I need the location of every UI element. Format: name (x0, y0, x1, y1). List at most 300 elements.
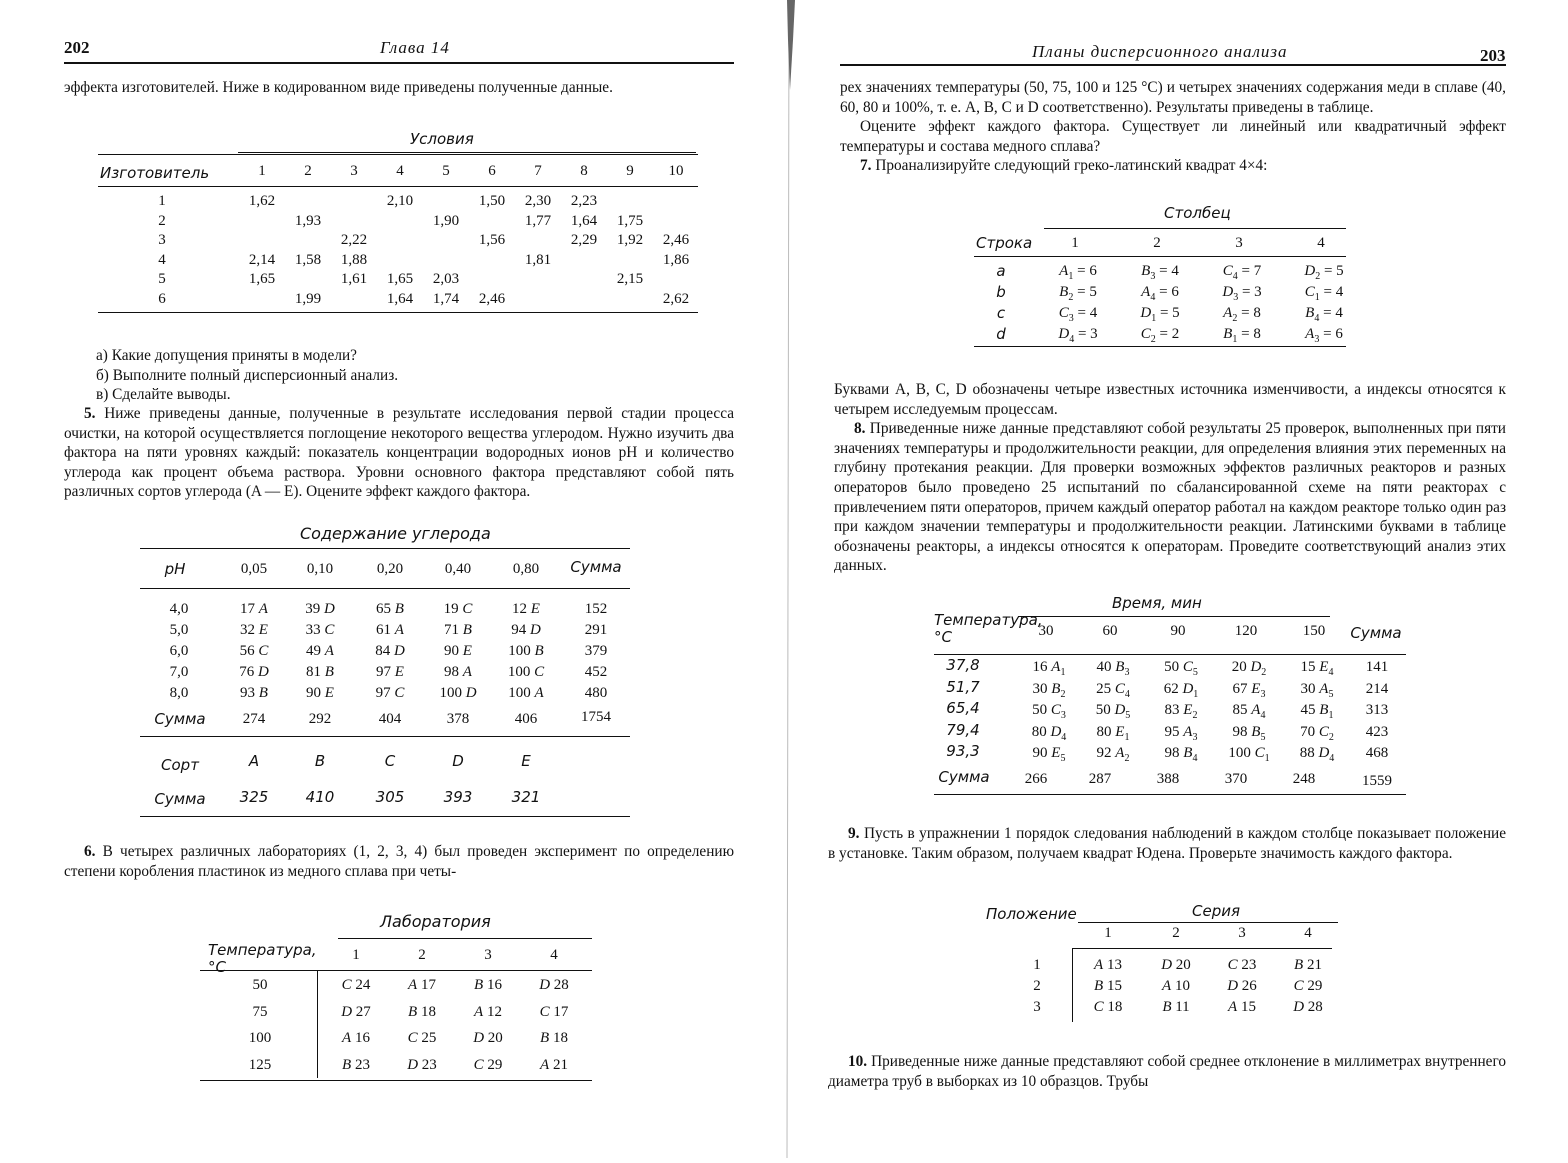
column-sum: 292 (308, 711, 332, 727)
value: 50 (1164, 659, 1180, 675)
row-label: a (996, 262, 1006, 280)
table-cell: 39 D (305, 601, 335, 617)
sum-row-label: Сумма (938, 768, 990, 786)
table-cell (1216, 658, 1282, 682)
table-cell: $B_2 = 5$ (1059, 284, 1097, 303)
table-cell (1284, 680, 1350, 704)
table-bottom-rule (140, 816, 630, 817)
sort-sum-label: Сумма (154, 790, 206, 808)
column-header: 2 (1153, 235, 1161, 251)
letter: D (1050, 723, 1062, 740)
value: 6 (1089, 263, 1097, 279)
value: 45 (1300, 702, 1316, 718)
column-header: 150 (1302, 623, 1326, 639)
value: 5 (1336, 263, 1344, 279)
row-sum: 291 (584, 622, 608, 638)
value: 16 (1032, 659, 1048, 675)
subscript: 2 (1261, 667, 1267, 678)
table-cell: 81 B (306, 664, 334, 680)
exercise-text: Приведенные ниже данные представляют собой результаты 25 проверок, выполненных при пяти значениях температуры и продолжительности реакции, для определения влияния этих переменных на глубину протекания реакции. Для проверки возможных эффектов различных реакторов и разных операторов было проведено 25 испытаний по сбалансированной схеме на пяти реакторах с привлечением пяти операторов, причем каждый оператор работал на каждом реакторе только один раз при каждом значении температуры и продолжительности реакции. Латинскими буквами в таблице обозначены реакторы, а индексы относятся к операторам. Проведите соответствующий анализ этих данных. (834, 420, 1506, 575)
sort-letter: A (248, 752, 260, 770)
manufacturer-table (98, 126, 698, 316)
value: 15 (1300, 659, 1316, 675)
table-cell: $C_4 = 7$ (1222, 263, 1262, 282)
subscript: 4 (1124, 688, 1130, 700)
table-cell: D 26 (1227, 978, 1257, 994)
table-cell (1284, 701, 1350, 725)
column-divider (317, 970, 318, 1078)
exercise-text: В четырех различных лабораториях (1, 2, 3, 4) был проведен эксперимент по определению степени коробления пластинок из медного сплава при четы- (64, 843, 734, 880)
exercise-9 (828, 824, 1506, 863)
row-label: b (996, 283, 1006, 301)
subscript: 1 (1328, 710, 1334, 721)
column-header: 3 (1235, 235, 1243, 251)
letter: E (1251, 680, 1261, 697)
exercise-number: 10. (848, 1053, 868, 1070)
row-label: c (996, 304, 1006, 322)
table-cell: 2,62 (662, 291, 690, 307)
letter: D (1182, 680, 1194, 697)
table-cell: 1,75 (616, 212, 644, 229)
row-sum: 423 (1365, 723, 1389, 740)
subscript: 3 (1068, 313, 1074, 324)
exercise-6 (64, 842, 734, 881)
table-cell: 98 A (444, 664, 472, 680)
column-sum: 388 (1156, 771, 1180, 787)
row-label: 50 (252, 977, 268, 993)
subscript: 2 (1060, 688, 1066, 700)
table-cell: $A_3 = 6$ (1305, 326, 1343, 345)
table-cell: A 13 (1094, 957, 1122, 973)
exercise-5 (64, 404, 734, 502)
table-cell (1080, 701, 1146, 725)
letter: A (1115, 745, 1125, 761)
column-header: 2 (418, 947, 426, 963)
table-cell (1080, 723, 1146, 747)
row-label: 5 (158, 271, 166, 288)
table-cell: 2,15 (616, 271, 644, 288)
caption-rule (1018, 616, 1330, 617)
column-header: 120 (1234, 623, 1258, 639)
row-label: 75 (252, 1003, 268, 1020)
value: 6 (1335, 326, 1343, 342)
column-divider (1072, 948, 1073, 1022)
left-page (0, 0, 780, 1158)
value: 30 (1032, 680, 1048, 697)
letter: B (1251, 723, 1261, 740)
column-sum: 248 (1292, 771, 1316, 787)
exercise-text: рех значениях температуры (50, 75, 100 и 125 °C) и четырех значениях содержания меди в сплаве (40, 60, 80 и 100%, т. е. A, B, C и D соответственно). Результаты приведены в таблице. (840, 79, 1506, 116)
table-cell: $D_1 = 5$ (1140, 305, 1180, 324)
table-cell: 33 C (305, 622, 335, 638)
corner-header: pH (164, 560, 186, 578)
value: 25 (1096, 680, 1112, 697)
value: 7 (1253, 263, 1262, 279)
table-bottom-rule (974, 346, 1346, 347)
letter: A (1141, 284, 1151, 300)
subscript: 2 (1192, 710, 1198, 721)
exercise-number: 6. (84, 843, 96, 860)
subscript: 5 (1060, 753, 1066, 764)
table-cell: B 16 (474, 977, 502, 993)
column-header: 0,20 (376, 561, 404, 577)
running-header: Планы дисперсионного анализа (1032, 42, 1288, 61)
column-header: 2 (304, 163, 312, 179)
row-label: 51,7 (946, 677, 980, 696)
row-label: 2 (1033, 978, 1041, 994)
column-header: 0,40 (444, 561, 472, 577)
header-bottom-rule (1072, 948, 1332, 949)
table-cell: C 29 (473, 1056, 503, 1073)
table-cell (1080, 680, 1146, 704)
table-cell: $D_4 = 3$ (1058, 326, 1098, 345)
column-sum: 274 (242, 711, 266, 727)
column-header: 1 (1071, 235, 1079, 251)
table-cell: 61 A (376, 622, 404, 638)
row-header: Положение (986, 905, 1077, 923)
column-header: 3 (484, 947, 492, 963)
caption-rule (1078, 922, 1338, 923)
value: 4 (1335, 305, 1343, 321)
table-cell: B 11 (1162, 999, 1190, 1015)
table-cell: D 20 (473, 1030, 503, 1046)
table-cell: 1,93 (294, 212, 322, 229)
value: 67 (1232, 680, 1248, 697)
table-cell: D 20 (1161, 957, 1191, 973)
header-bottom-rule (934, 654, 1406, 655)
table-cell (1216, 744, 1282, 768)
table-cell: 1,86 (662, 251, 690, 268)
table-cell: B 18 (408, 1003, 436, 1020)
table-cell (1284, 744, 1350, 768)
column-header: 4 (396, 163, 404, 179)
table-bottom-rule (934, 794, 1406, 795)
table-cell: 94 D (511, 622, 541, 638)
table-cell: 97 C (375, 685, 405, 701)
row-label: d (996, 325, 1006, 343)
row-header: Строка (976, 234, 1033, 252)
column-header: 1 (1104, 925, 1112, 941)
header-bottom-rule (98, 186, 698, 187)
table-cell: C 29 (1293, 978, 1323, 994)
letter: B (1115, 659, 1125, 675)
letter: E (1115, 723, 1125, 740)
letter: C (1304, 284, 1315, 300)
table-cell: $A_1 = 6$ (1059, 263, 1097, 282)
table-cell: 1,65 (248, 271, 276, 288)
table-cell: C 24 (341, 977, 371, 993)
table-cell: 93 B (240, 685, 268, 701)
exercise-number: 7. (860, 157, 872, 175)
letter: D (1058, 326, 1070, 342)
column-header: 30 (1038, 623, 1054, 639)
sort-sum: 393 (443, 788, 473, 806)
page-number: 203 (1480, 46, 1506, 65)
subscript: 4 (1150, 292, 1156, 303)
table-cell: 2,29 (570, 232, 598, 249)
column-header: 10 (668, 163, 684, 179)
table-cell: 1,88 (340, 251, 368, 268)
value: 62 (1163, 680, 1179, 697)
row-sum: 480 (584, 685, 608, 701)
reaction-table (934, 590, 1414, 810)
value: 3 (1254, 284, 1262, 300)
table-cell: B 23 (342, 1056, 370, 1073)
table-cell: 2,10 (386, 193, 414, 209)
value: 98 (1164, 745, 1180, 761)
subscript: 2 (1328, 731, 1334, 743)
letter: A (1223, 305, 1233, 321)
header-rule (840, 64, 1506, 66)
table-cell: 1,74 (432, 291, 460, 307)
row-label: 6 (158, 291, 166, 307)
value: 50 (1032, 702, 1048, 718)
table-cell (1284, 723, 1350, 747)
table-cell: 2,23 (570, 193, 598, 209)
subscript: 3 (1233, 292, 1239, 303)
exercise-7-notes (834, 380, 1506, 576)
sort-sum: 305 (375, 788, 405, 806)
table-cell: 2,46 (662, 232, 690, 249)
subscript: 5 (1328, 688, 1334, 700)
table-cell: 1,65 (386, 271, 414, 288)
letter: A (1319, 680, 1329, 697)
table-cell: 1,77 (524, 212, 552, 229)
table-cell: 17 A (240, 601, 268, 617)
row-label: 4 (158, 251, 166, 268)
row-header: Температура, °C (934, 611, 1043, 646)
table-caption: Серия (1192, 902, 1240, 920)
column-header: 0,80 (512, 561, 540, 577)
table-cell: 90 E (444, 643, 472, 659)
table-cell (1148, 744, 1214, 768)
row-sum: 468 (1365, 745, 1389, 761)
row-header: Изготовитель (100, 164, 210, 182)
value: 8 (1253, 326, 1261, 342)
column-sum: 406 (514, 711, 538, 727)
column-header: 7 (534, 163, 542, 179)
table-cell: B 18 (540, 1030, 568, 1046)
row-sum: 452 (584, 664, 608, 680)
subscript: 4 (1232, 271, 1238, 282)
sum-row-label: Сумма (154, 710, 206, 728)
table-cell: B 15 (1094, 978, 1122, 994)
letter: C (1318, 723, 1329, 740)
table-caption: Столбец (1164, 204, 1231, 222)
laboratory-table (200, 906, 600, 1086)
table-cell: 1,61 (340, 271, 368, 288)
greco-latin-table (974, 200, 1354, 350)
caption-rule (238, 152, 696, 153)
table-cell: 1,50 (478, 193, 506, 209)
subscript: 1 (1068, 271, 1074, 282)
table-cell: 100 B (508, 643, 544, 659)
letter: B (1051, 680, 1061, 697)
subscript: 2 (1315, 271, 1321, 282)
grand-total: 1754 (581, 709, 611, 725)
sort-sum: 321 (511, 788, 541, 806)
row-label: 1 (1033, 957, 1041, 973)
header-bottom-rule (200, 970, 592, 971)
table-cell (1216, 701, 1282, 725)
column-header: 1 (352, 947, 360, 963)
column-header: 5 (442, 163, 450, 179)
value: 50 (1095, 702, 1111, 718)
exercise-text: Пусть в упражнении 1 порядок следования наблюдений в каждом столбце показывает положение в установке. Таким образом, получаем квадрат Юдена. Проверьте значимость каждого фактора. (828, 825, 1507, 862)
table-cell: C 17 (539, 1003, 569, 1020)
table-cell: $D_3 = 3$ (1222, 284, 1262, 303)
questions-list (96, 346, 736, 405)
letter: B (1183, 745, 1193, 761)
column-header: 0,10 (306, 561, 334, 577)
table-cell: 2,03 (432, 271, 460, 288)
table-bottom-rule (98, 312, 698, 313)
letter: C (1222, 263, 1233, 279)
table-cell: 1,92 (616, 232, 644, 249)
table-cell: 1,58 (294, 251, 322, 268)
value: 95 (1164, 723, 1180, 740)
subscript: 2 (1232, 313, 1238, 324)
letter: D (1114, 702, 1126, 718)
value: 2 (1171, 326, 1180, 342)
header-bottom-rule (974, 256, 1346, 257)
subscript: 4 (1061, 731, 1067, 743)
letter: C (1140, 326, 1151, 342)
letter: B (1059, 284, 1069, 300)
subscript: 4 (1314, 313, 1320, 324)
table-cell: C 25 (407, 1030, 437, 1046)
subscript: 1 (1060, 667, 1066, 678)
column-header: 3 (1238, 925, 1246, 941)
column-sum: 287 (1088, 771, 1112, 787)
letter: B (1223, 326, 1233, 342)
subscript: 3 (1060, 710, 1066, 721)
question-item: б) Выполните полный дисперсионный анализ. (96, 366, 399, 384)
value: 70 (1300, 723, 1316, 740)
letter: A (1305, 326, 1315, 342)
table-cell: D 28 (539, 977, 569, 993)
subscript: 1 (1314, 292, 1320, 303)
row-label: 5,0 (169, 622, 189, 638)
value: 3 (1090, 326, 1098, 342)
row-label: 6,0 (169, 643, 189, 659)
column-header: 0,05 (240, 561, 268, 577)
table-cell: 1,64 (570, 212, 598, 229)
column-header: 4 (1304, 925, 1312, 941)
table-cell (1016, 701, 1082, 725)
table-caption: Лаборатория (380, 912, 491, 931)
table-caption: Условия (410, 130, 474, 148)
subscript: 5 (1125, 710, 1131, 721)
question-item: а) Какие допущения приняты в модели? (96, 347, 357, 364)
intro-text: эффекта изготовителей. Ниже в кодированном виде приведены полученные данные. (64, 79, 613, 96)
table-cell (1016, 723, 1082, 747)
table-cell: 97 E (376, 664, 404, 680)
sort-letter: E (521, 752, 531, 770)
table-cell: 56 C (239, 643, 269, 659)
table-cell: C 18 (1093, 999, 1123, 1015)
value: 92 (1096, 745, 1112, 761)
subscript: 5 (1192, 667, 1198, 678)
table-cell: D 27 (341, 1003, 371, 1020)
subscript: 5 (1260, 731, 1266, 743)
column-header: 3 (350, 163, 358, 179)
letter: C (1182, 659, 1193, 675)
header-bottom-rule (140, 588, 630, 589)
subscript: 2 (1068, 292, 1074, 303)
table-cell: 1,99 (294, 291, 322, 307)
sum-rule (140, 736, 630, 737)
letter: C (1254, 745, 1265, 761)
exercise-question: Оцените эффект каждого фактора. Существует ли линейный или квадратичный эффект температуры и состава медного сплава? (840, 118, 1506, 155)
table-caption: Время, мин (1112, 594, 1202, 612)
table-cell: 90 E (306, 685, 334, 701)
column-header: 60 (1102, 623, 1118, 639)
letter: A (1059, 263, 1069, 279)
table-cell (1016, 744, 1082, 768)
value: 80 (1096, 723, 1112, 740)
running-header: Глава 14 (380, 38, 450, 57)
table-cell: 65 B (376, 601, 404, 617)
letter: B (1305, 305, 1315, 321)
table-cell (1148, 723, 1214, 747)
table-cell (1080, 658, 1146, 682)
table-cell: A 17 (408, 977, 436, 993)
sum-column-header: Сумма (1350, 624, 1402, 642)
table-cell (1016, 658, 1082, 682)
column-header: 1 (258, 163, 266, 179)
subscript: 1 (1124, 731, 1130, 743)
exercise-6-continued (840, 78, 1506, 176)
exercise-number: 5. (84, 405, 96, 422)
subscript: 4 (1328, 667, 1334, 678)
table-cell: 100 C (507, 664, 545, 680)
column-header: 8 (580, 163, 588, 179)
value: 100 (1228, 745, 1251, 761)
table-cell: 2,46 (478, 291, 506, 307)
row-sum: 313 (1365, 702, 1389, 718)
exercise-text: Проанализируйте следующий греко-латинский квадрат 4×4: (875, 157, 1268, 175)
value: 85 (1232, 702, 1248, 718)
column-sum: 404 (378, 711, 402, 727)
row-header: Температура, °C (208, 941, 317, 976)
column-header: 4 (550, 947, 558, 963)
value: 4 (1335, 284, 1344, 300)
value: 98 (1232, 723, 1248, 740)
letter: D (1318, 745, 1330, 761)
table-cell: D 28 (1293, 999, 1323, 1015)
value: 4 (1089, 305, 1098, 321)
sort-letter: B (314, 752, 326, 770)
row-label: 7,0 (169, 664, 189, 680)
subscript: 2 (1124, 753, 1130, 764)
letter: D (1304, 263, 1316, 279)
exercise-text: Ниже приведены данные, полученные в результате исследования первой стадии процесса очистки, на которой осуществляется поглощение некоторого вещества углеродом. Нужно изучить два фактора на пяти уровнях каждый: показатель концентрации водородных ионов pH и количество углерода как процент объема раствора. Уровни основного фактора представляют собой пять различных сортов углерода (A — E). Оцените эффект каждого фактора. (64, 405, 734, 501)
subscript: 1 (1264, 753, 1270, 764)
column-header: 2 (1172, 925, 1180, 941)
grand-total: 1559 (1362, 773, 1392, 789)
value: 4 (1171, 263, 1179, 279)
subscript: 3 (1314, 334, 1320, 345)
caption-rule (1044, 228, 1346, 229)
letter: C (1058, 305, 1069, 321)
letter: D (1140, 305, 1152, 321)
table-cell: D 23 (407, 1056, 437, 1073)
table-cell: 2,14 (248, 251, 276, 268)
value: 5 (1172, 305, 1180, 321)
table-cell: 2,30 (524, 193, 552, 209)
letter: B (1319, 702, 1329, 718)
